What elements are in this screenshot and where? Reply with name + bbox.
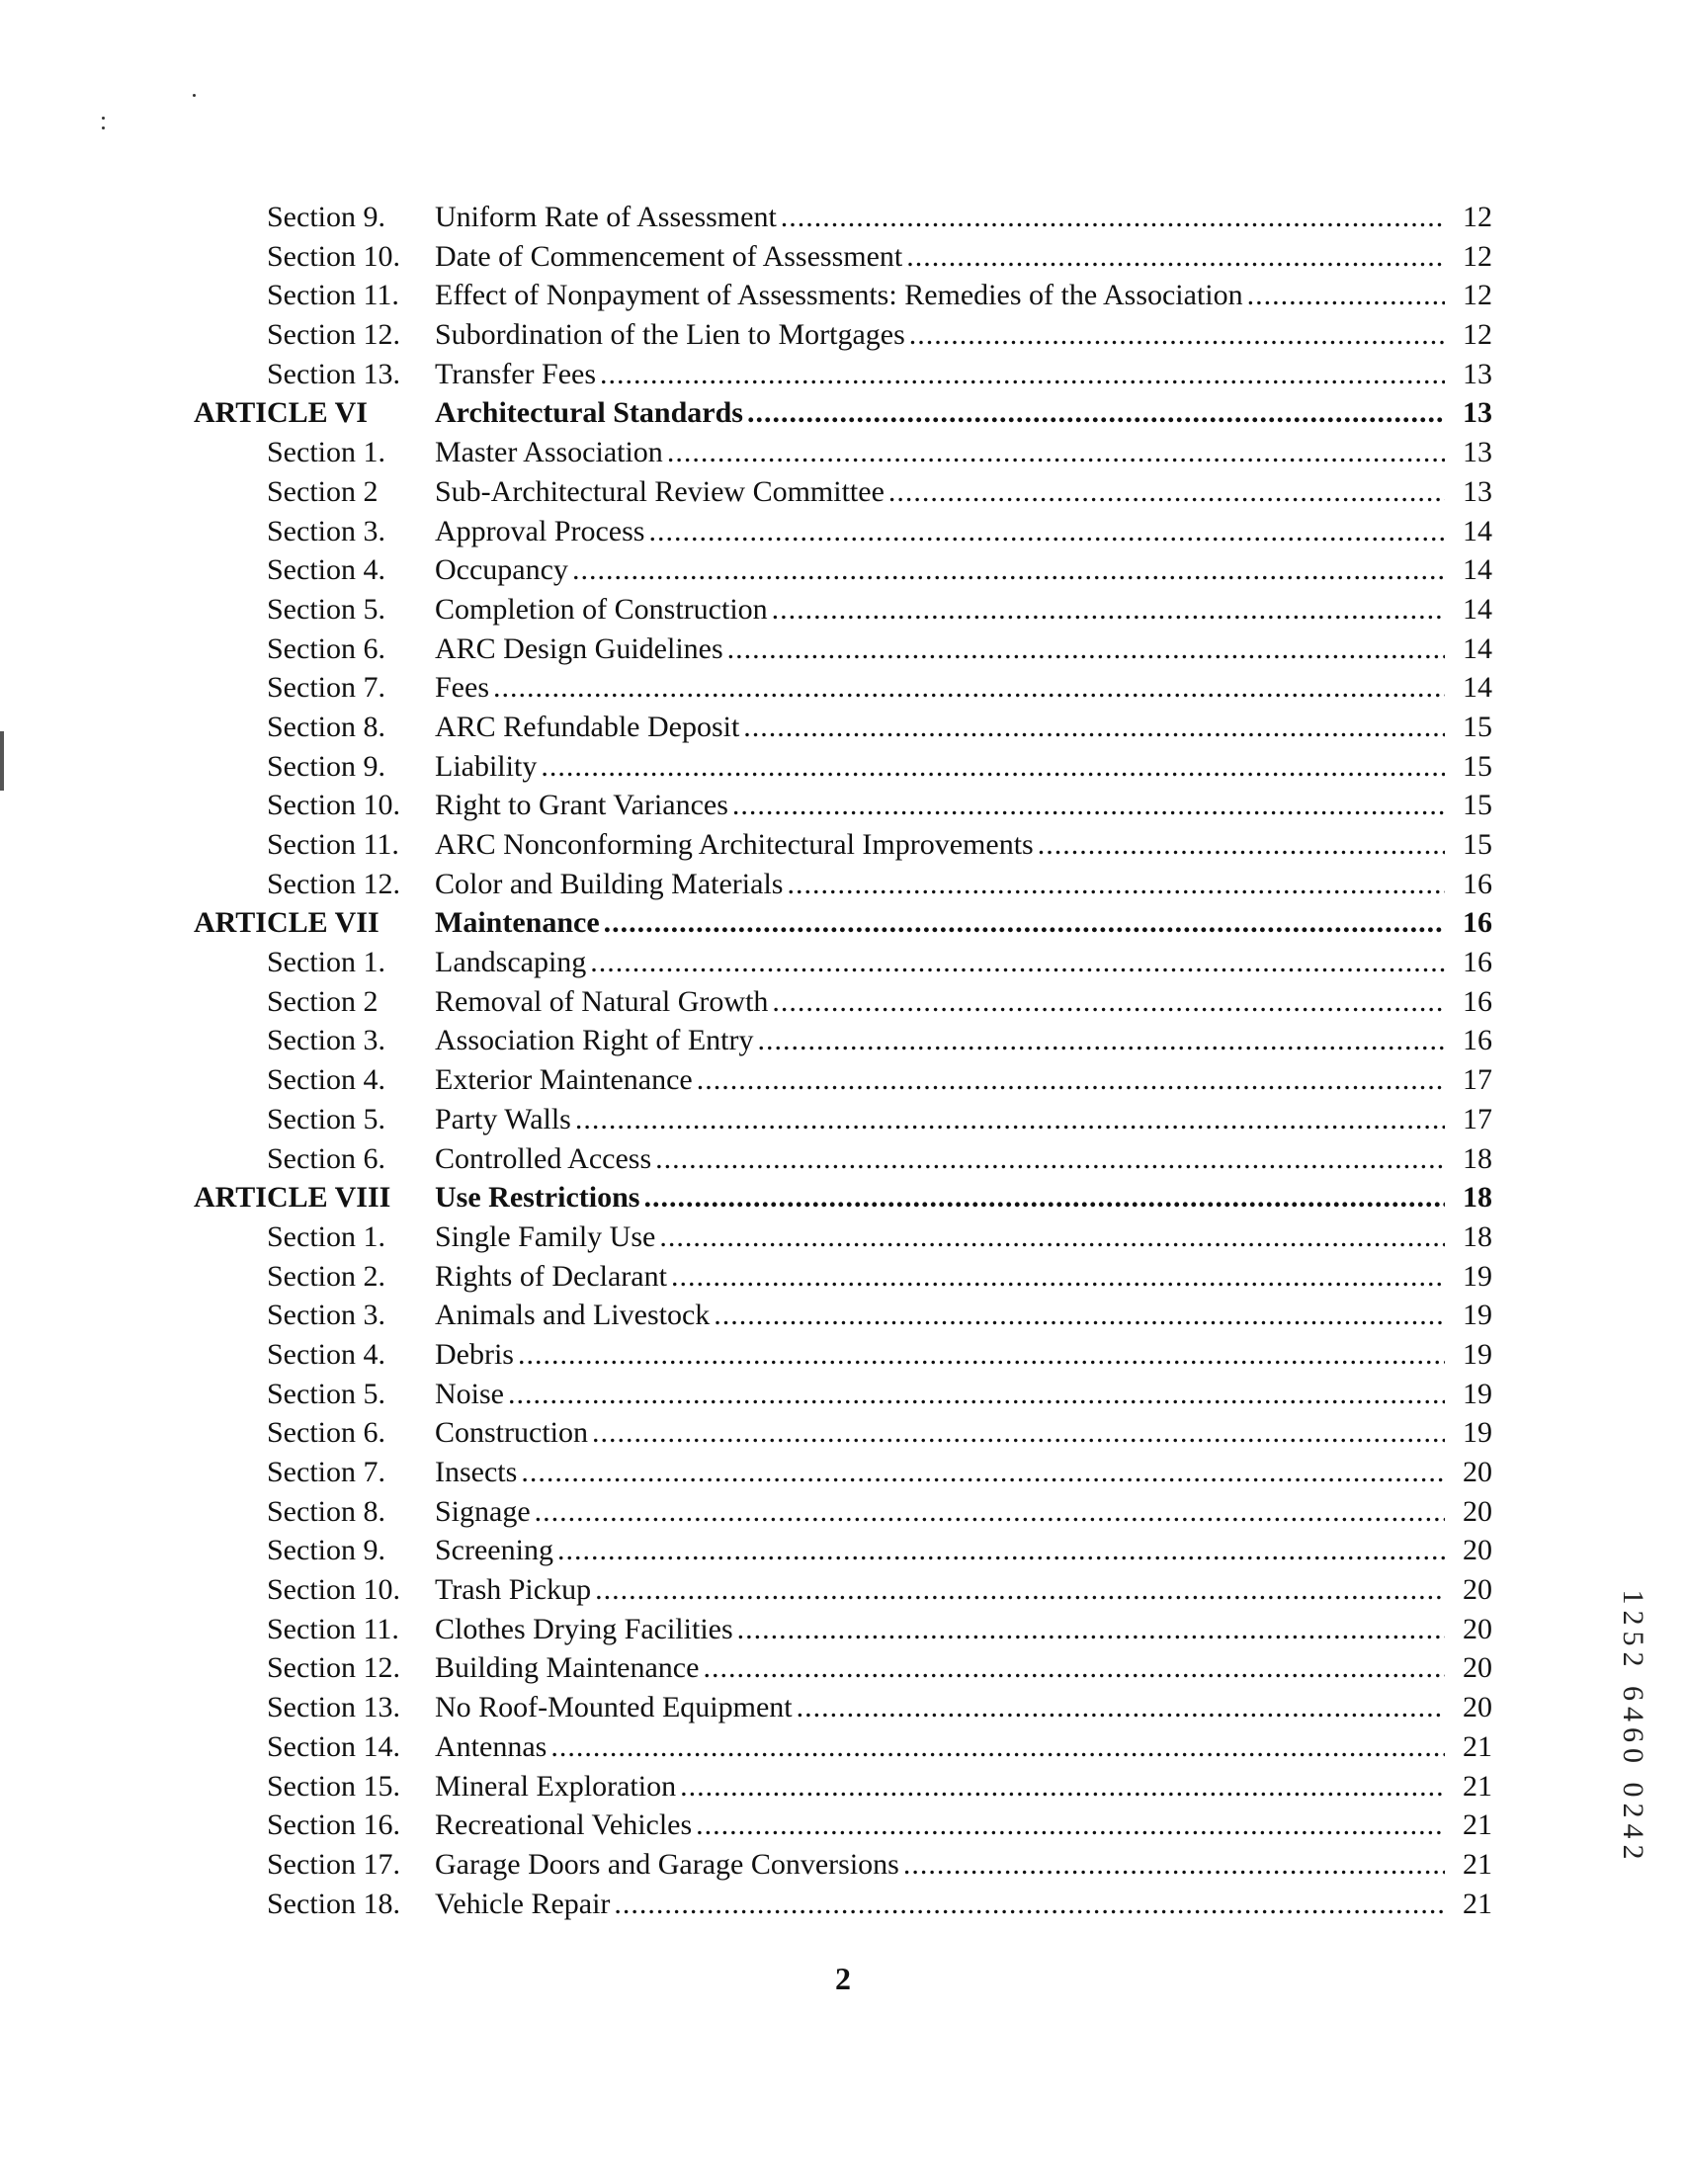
toc-entry-title: Recreational Vehicles [435, 1808, 693, 1842]
toc-dot-leader [732, 786, 1445, 825]
toc-entry-number: Section 15. [267, 1769, 400, 1803]
toc-entry-title: Exterior Maintenance [435, 1063, 693, 1097]
toc-dot-leader [572, 550, 1445, 590]
toc-entry-number: Section 14. [267, 1729, 400, 1763]
toc-entry-title: ARC Nonconforming Architectural Improvements [435, 828, 1034, 861]
toc-entry-title: Architectural Standards [435, 396, 743, 430]
toc-dot-leader [535, 1492, 1445, 1532]
toc-dot-leader [714, 1296, 1445, 1335]
toc-dot-leader [781, 198, 1445, 237]
toc-entry-title: Maintenance [435, 906, 600, 940]
toc-entry-number: Section 10. [267, 789, 400, 822]
toc-dot-leader [797, 1688, 1445, 1727]
toc-entry-number: Section 4. [267, 1063, 385, 1097]
toc-entry-page: 14 [1463, 514, 1492, 547]
toc-dot-leader [909, 315, 1445, 355]
toc-dot-leader [697, 1060, 1445, 1100]
toc-dot-leader [903, 1845, 1445, 1885]
toc-entry-page: 14 [1463, 631, 1492, 665]
toc-entry-number: Section 10. [267, 239, 400, 273]
toc-entry-title: Antennas [435, 1729, 548, 1763]
toc-entry-title: Debris [435, 1337, 514, 1371]
toc-entry-number: Section 1. [267, 436, 385, 469]
toc-entry-number: Section 2 [267, 474, 379, 508]
toc-entry-page: 15 [1463, 789, 1492, 822]
toc-dot-leader [575, 1100, 1445, 1139]
toc-section-row [188, 1531, 1492, 1570]
toc-entry-title: Sub-Architectural Review Committee [435, 474, 885, 508]
toc-entry-number: Section 12. [267, 318, 400, 352]
scan-speck [102, 117, 105, 120]
toc-entry-number: Section 3. [267, 1024, 385, 1057]
toc-section-row [188, 198, 1492, 237]
toc-dot-leader [737, 1610, 1445, 1649]
toc-section-row [188, 472, 1492, 512]
toc-section-row [188, 708, 1492, 747]
toc-section-row [188, 1688, 1492, 1727]
toc-section-row [188, 865, 1492, 904]
toc-dot-leader [508, 1375, 1445, 1414]
toc-entry-page: 15 [1463, 749, 1492, 783]
toc-entry-page: 19 [1463, 1259, 1492, 1293]
toc-entry-number: Section 4. [267, 1337, 385, 1371]
toc-entry-number: Section 7. [267, 671, 385, 705]
toc-section-row [188, 825, 1492, 865]
toc-entry-page: 15 [1463, 710, 1492, 743]
toc-entry-title: Mineral Exploration [435, 1769, 677, 1803]
toc-dot-leader [906, 237, 1445, 277]
toc-entry-title: Color and Building Materials [435, 867, 784, 900]
toc-article-row [188, 1178, 1492, 1218]
toc-dot-leader [557, 1531, 1445, 1570]
toc-entry-title: Building Maintenance [435, 1651, 700, 1685]
toc-section-row [188, 1375, 1492, 1414]
toc-entry-page: 13 [1463, 474, 1492, 508]
toc-entry-title: Approval Process [435, 514, 645, 547]
toc-section-row [188, 786, 1492, 825]
toc-dot-leader [648, 512, 1445, 551]
toc-entry-page: 14 [1463, 671, 1492, 705]
toc-entry-number: Section 11. [267, 279, 399, 312]
toc-entry-page: 12 [1463, 201, 1492, 233]
toc-entry-page: 21 [1463, 1729, 1492, 1763]
toc-dot-leader [659, 1218, 1445, 1257]
toc-section-row [188, 1335, 1492, 1375]
toc-entry-page: 20 [1463, 1534, 1492, 1567]
toc-dot-leader [550, 1727, 1445, 1767]
toc-entry-page: 20 [1463, 1612, 1492, 1645]
toc-entry-title: Landscaping [435, 946, 587, 979]
scan-speck [193, 94, 196, 97]
toc-entry-page: 21 [1463, 1769, 1492, 1803]
toc-entry-title: Liability [435, 749, 538, 783]
toc-entry-number: Section 5. [267, 1377, 385, 1410]
toc-section-row [188, 1845, 1492, 1885]
toc-dot-leader [671, 1257, 1445, 1297]
toc-section-row [188, 1570, 1492, 1610]
toc-entry-number: Section 9. [267, 201, 385, 233]
toc-dot-leader [592, 1413, 1445, 1453]
toc-entry-number: Section 12. [267, 867, 400, 900]
toc-entry-number: ARTICLE VII [194, 906, 379, 940]
toc-entry-title: Animals and Livestock [435, 1299, 711, 1332]
toc-entry-number: Section 13. [267, 357, 400, 390]
toc-entry-title: Noise [435, 1377, 504, 1410]
toc-entry-number: Section 7. [267, 1456, 385, 1488]
toc-section-row [188, 1885, 1492, 1924]
toc-section-row [188, 1492, 1492, 1532]
toc-section-row [188, 1648, 1492, 1688]
toc-section-row [188, 1413, 1492, 1453]
toc-entry-number: Section 6. [267, 1141, 385, 1175]
toc-dot-leader [521, 1453, 1445, 1492]
toc-entry-page: 18 [1463, 1181, 1492, 1215]
toc-section-row [188, 630, 1492, 669]
toc-section-row [188, 512, 1492, 551]
toc-section-row [188, 943, 1492, 982]
toc-entry-number: Section 10. [267, 1573, 400, 1607]
toc-entry-number: Section 13. [267, 1691, 400, 1724]
toc-dot-leader [655, 1139, 1445, 1179]
toc-entry-page: 16 [1463, 946, 1492, 979]
toc-entry-number: Section 1. [267, 946, 385, 979]
toc-entry-title: Signage [435, 1494, 531, 1528]
toc-entry-title: Use Restrictions [435, 1181, 640, 1215]
toc-section-row [188, 1218, 1492, 1257]
toc-entry-page: 16 [1463, 1024, 1492, 1057]
toc-article-row [188, 393, 1492, 433]
toc-entry-page: 12 [1463, 318, 1492, 352]
toc-entry-title: Right to Grant Variances [435, 789, 728, 822]
toc-entry-title: Completion of Construction [435, 592, 768, 626]
toc-entry-page: 19 [1463, 1337, 1492, 1371]
toc-entry-title: Garage Doors and Garage Conversions [435, 1847, 899, 1881]
toc-entry-page: 20 [1463, 1651, 1492, 1685]
toc-section-row [188, 1021, 1492, 1060]
toc-dot-leader [643, 1178, 1445, 1218]
toc-section-row [188, 1296, 1492, 1335]
toc-dot-leader [703, 1648, 1445, 1688]
toc-entry-title: Effect of Nonpayment of Assessments: Remedies of the Association [435, 279, 1243, 312]
toc-section-row [188, 1100, 1492, 1139]
toc-entry-page: 20 [1463, 1691, 1492, 1724]
toc-dot-leader [747, 393, 1445, 433]
toc-entry-page: 16 [1463, 906, 1492, 940]
toc-entry-page: 14 [1463, 553, 1492, 587]
toc-entry-number: Section 5. [267, 1102, 385, 1135]
toc-entry-page: 13 [1463, 396, 1492, 430]
toc-dot-leader [772, 590, 1445, 630]
toc-section-row [188, 237, 1492, 277]
toc-section-row [188, 1257, 1492, 1297]
toc-entry-page: 19 [1463, 1299, 1492, 1332]
toc-section-row [188, 276, 1492, 315]
toc-entry-number: Section 5. [267, 592, 385, 626]
toc-dot-leader [667, 433, 1445, 472]
toc-entry-page: 16 [1463, 867, 1492, 900]
toc-article-row [188, 903, 1492, 943]
toc-entry-title: Fees [435, 671, 489, 705]
toc-dot-leader [590, 943, 1445, 982]
toc-dot-leader [604, 903, 1445, 943]
toc-entry-title: Construction [435, 1416, 588, 1450]
toc-entry-number: Section 1. [267, 1219, 385, 1253]
toc-dot-leader [595, 1570, 1445, 1610]
toc-section-row [188, 590, 1492, 630]
toc-entry-number: Section 9. [267, 1534, 385, 1567]
toc-entry-number: Section 11. [267, 1612, 399, 1645]
page-number: 2 [835, 1961, 851, 1996]
toc-entry-title: Transfer Fees [435, 357, 597, 390]
toc-entry-number: Section 9. [267, 749, 385, 783]
toc-entry-title: Vehicle Repair [435, 1887, 611, 1920]
toc-section-row [188, 1139, 1492, 1179]
toc-entry-number: ARTICLE VI [194, 396, 368, 430]
toc-entry-number: Section 17. [267, 1847, 400, 1881]
toc-entry-title: Party Walls [435, 1102, 571, 1135]
toc-entry-page: 15 [1463, 828, 1492, 861]
table-of-contents [188, 198, 1492, 1923]
toc-entry-title: Removal of Natural Growth [435, 984, 769, 1018]
toc-dot-leader [1038, 825, 1445, 865]
toc-entry-title: ARC Refundable Deposit [435, 710, 740, 743]
toc-entry-title: Trash Pickup [435, 1573, 592, 1607]
toc-section-row [188, 1453, 1492, 1492]
toc-entry-title: Subordination of the Lien to Mortgages [435, 318, 905, 352]
toc-entry-page: 12 [1463, 279, 1492, 312]
toc-dot-leader [727, 630, 1445, 669]
toc-entry-title: Insects [435, 1456, 518, 1488]
toc-entry-page: 19 [1463, 1416, 1492, 1450]
toc-section-row [188, 315, 1492, 355]
toc-dot-leader [757, 1021, 1445, 1060]
toc-entry-number: Section 8. [267, 710, 385, 743]
toc-dot-leader [680, 1767, 1445, 1806]
toc-entry-page: 20 [1463, 1494, 1492, 1528]
toc-dot-leader [787, 865, 1445, 904]
toc-entry-title: Date of Commencement of Assessment [435, 239, 903, 273]
toc-entry-number: Section 2. [267, 1259, 385, 1293]
toc-entry-number: Section 8. [267, 1494, 385, 1528]
toc-entry-number: Section 6. [267, 1416, 385, 1450]
scan-edge-mark [0, 731, 4, 791]
toc-entry-title: Clothes Drying Facilities [435, 1612, 733, 1645]
toc-dot-leader [493, 668, 1445, 708]
toc-entry-number: ARTICLE VIII [194, 1181, 391, 1215]
toc-dot-leader [743, 708, 1445, 747]
toc-entry-title: Uniform Rate of Assessment [435, 201, 777, 233]
toc-dot-leader [614, 1885, 1445, 1924]
toc-entry-number: Section 4. [267, 553, 385, 587]
toc-dot-leader [518, 1335, 1445, 1375]
toc-entry-number: Section 6. [267, 631, 385, 665]
toc-section-row [188, 1610, 1492, 1649]
toc-entry-page: 20 [1463, 1573, 1492, 1607]
toc-section-row [188, 1767, 1492, 1806]
toc-entry-page: 12 [1463, 239, 1492, 273]
toc-dot-leader [600, 355, 1445, 394]
toc-entry-title: No Roof-Mounted Equipment [435, 1691, 793, 1724]
toc-entry-title: Rights of Declarant [435, 1259, 667, 1293]
toc-entry-page: 13 [1463, 436, 1492, 469]
toc-section-row [188, 1727, 1492, 1767]
toc-dot-leader [541, 747, 1445, 787]
toc-entry-page: 21 [1463, 1847, 1492, 1881]
toc-entry-page: 20 [1463, 1456, 1492, 1488]
toc-section-row [188, 1060, 1492, 1100]
toc-entry-page: 16 [1463, 984, 1492, 1018]
toc-entry-title: Screening [435, 1534, 553, 1567]
toc-entry-page: 17 [1463, 1102, 1492, 1135]
toc-entry-title: Occupancy [435, 553, 568, 587]
toc-section-row [188, 433, 1492, 472]
toc-entry-page: 18 [1463, 1219, 1492, 1253]
toc-dot-leader [888, 472, 1445, 512]
toc-dot-leader [1247, 276, 1445, 315]
toc-dot-leader [696, 1806, 1445, 1845]
toc-dot-leader [772, 982, 1445, 1022]
toc-entry-page: 19 [1463, 1377, 1492, 1410]
toc-section-row [188, 747, 1492, 787]
toc-entry-number: Section 11. [267, 828, 399, 861]
toc-entry-number: Section 3. [267, 1299, 385, 1332]
side-stamp [1613, 1589, 1652, 1866]
toc-section-row [188, 1806, 1492, 1845]
scan-speck [102, 126, 105, 129]
toc-section-row [188, 982, 1492, 1022]
toc-entry-title: Master Association [435, 436, 663, 469]
toc-entry-number: Section 12. [267, 1651, 400, 1685]
toc-entry-page: 21 [1463, 1887, 1492, 1920]
toc-entry-number: Section 3. [267, 514, 385, 547]
toc-entry-title: Controlled Access [435, 1141, 652, 1175]
toc-entry-page: 21 [1463, 1808, 1492, 1842]
toc-entry-page: 13 [1463, 357, 1492, 390]
toc-section-row [188, 355, 1492, 394]
toc-entry-number: Section 16. [267, 1808, 400, 1842]
toc-entry-page: 18 [1463, 1141, 1492, 1175]
side-stamp-text: 1252 6460 0242 [1617, 1589, 1649, 1866]
toc-entry-page: 17 [1463, 1063, 1492, 1097]
toc-entry-title: ARC Design Guidelines [435, 631, 723, 665]
toc-entry-number: Section 18. [267, 1887, 400, 1920]
toc-entry-page: 14 [1463, 592, 1492, 626]
toc-entry-title: Association Right of Entry [435, 1024, 754, 1057]
toc-section-row [188, 550, 1492, 590]
toc-entry-title: Single Family Use [435, 1219, 656, 1253]
toc-entry-number: Section 2 [267, 984, 379, 1018]
toc-section-row [188, 668, 1492, 708]
